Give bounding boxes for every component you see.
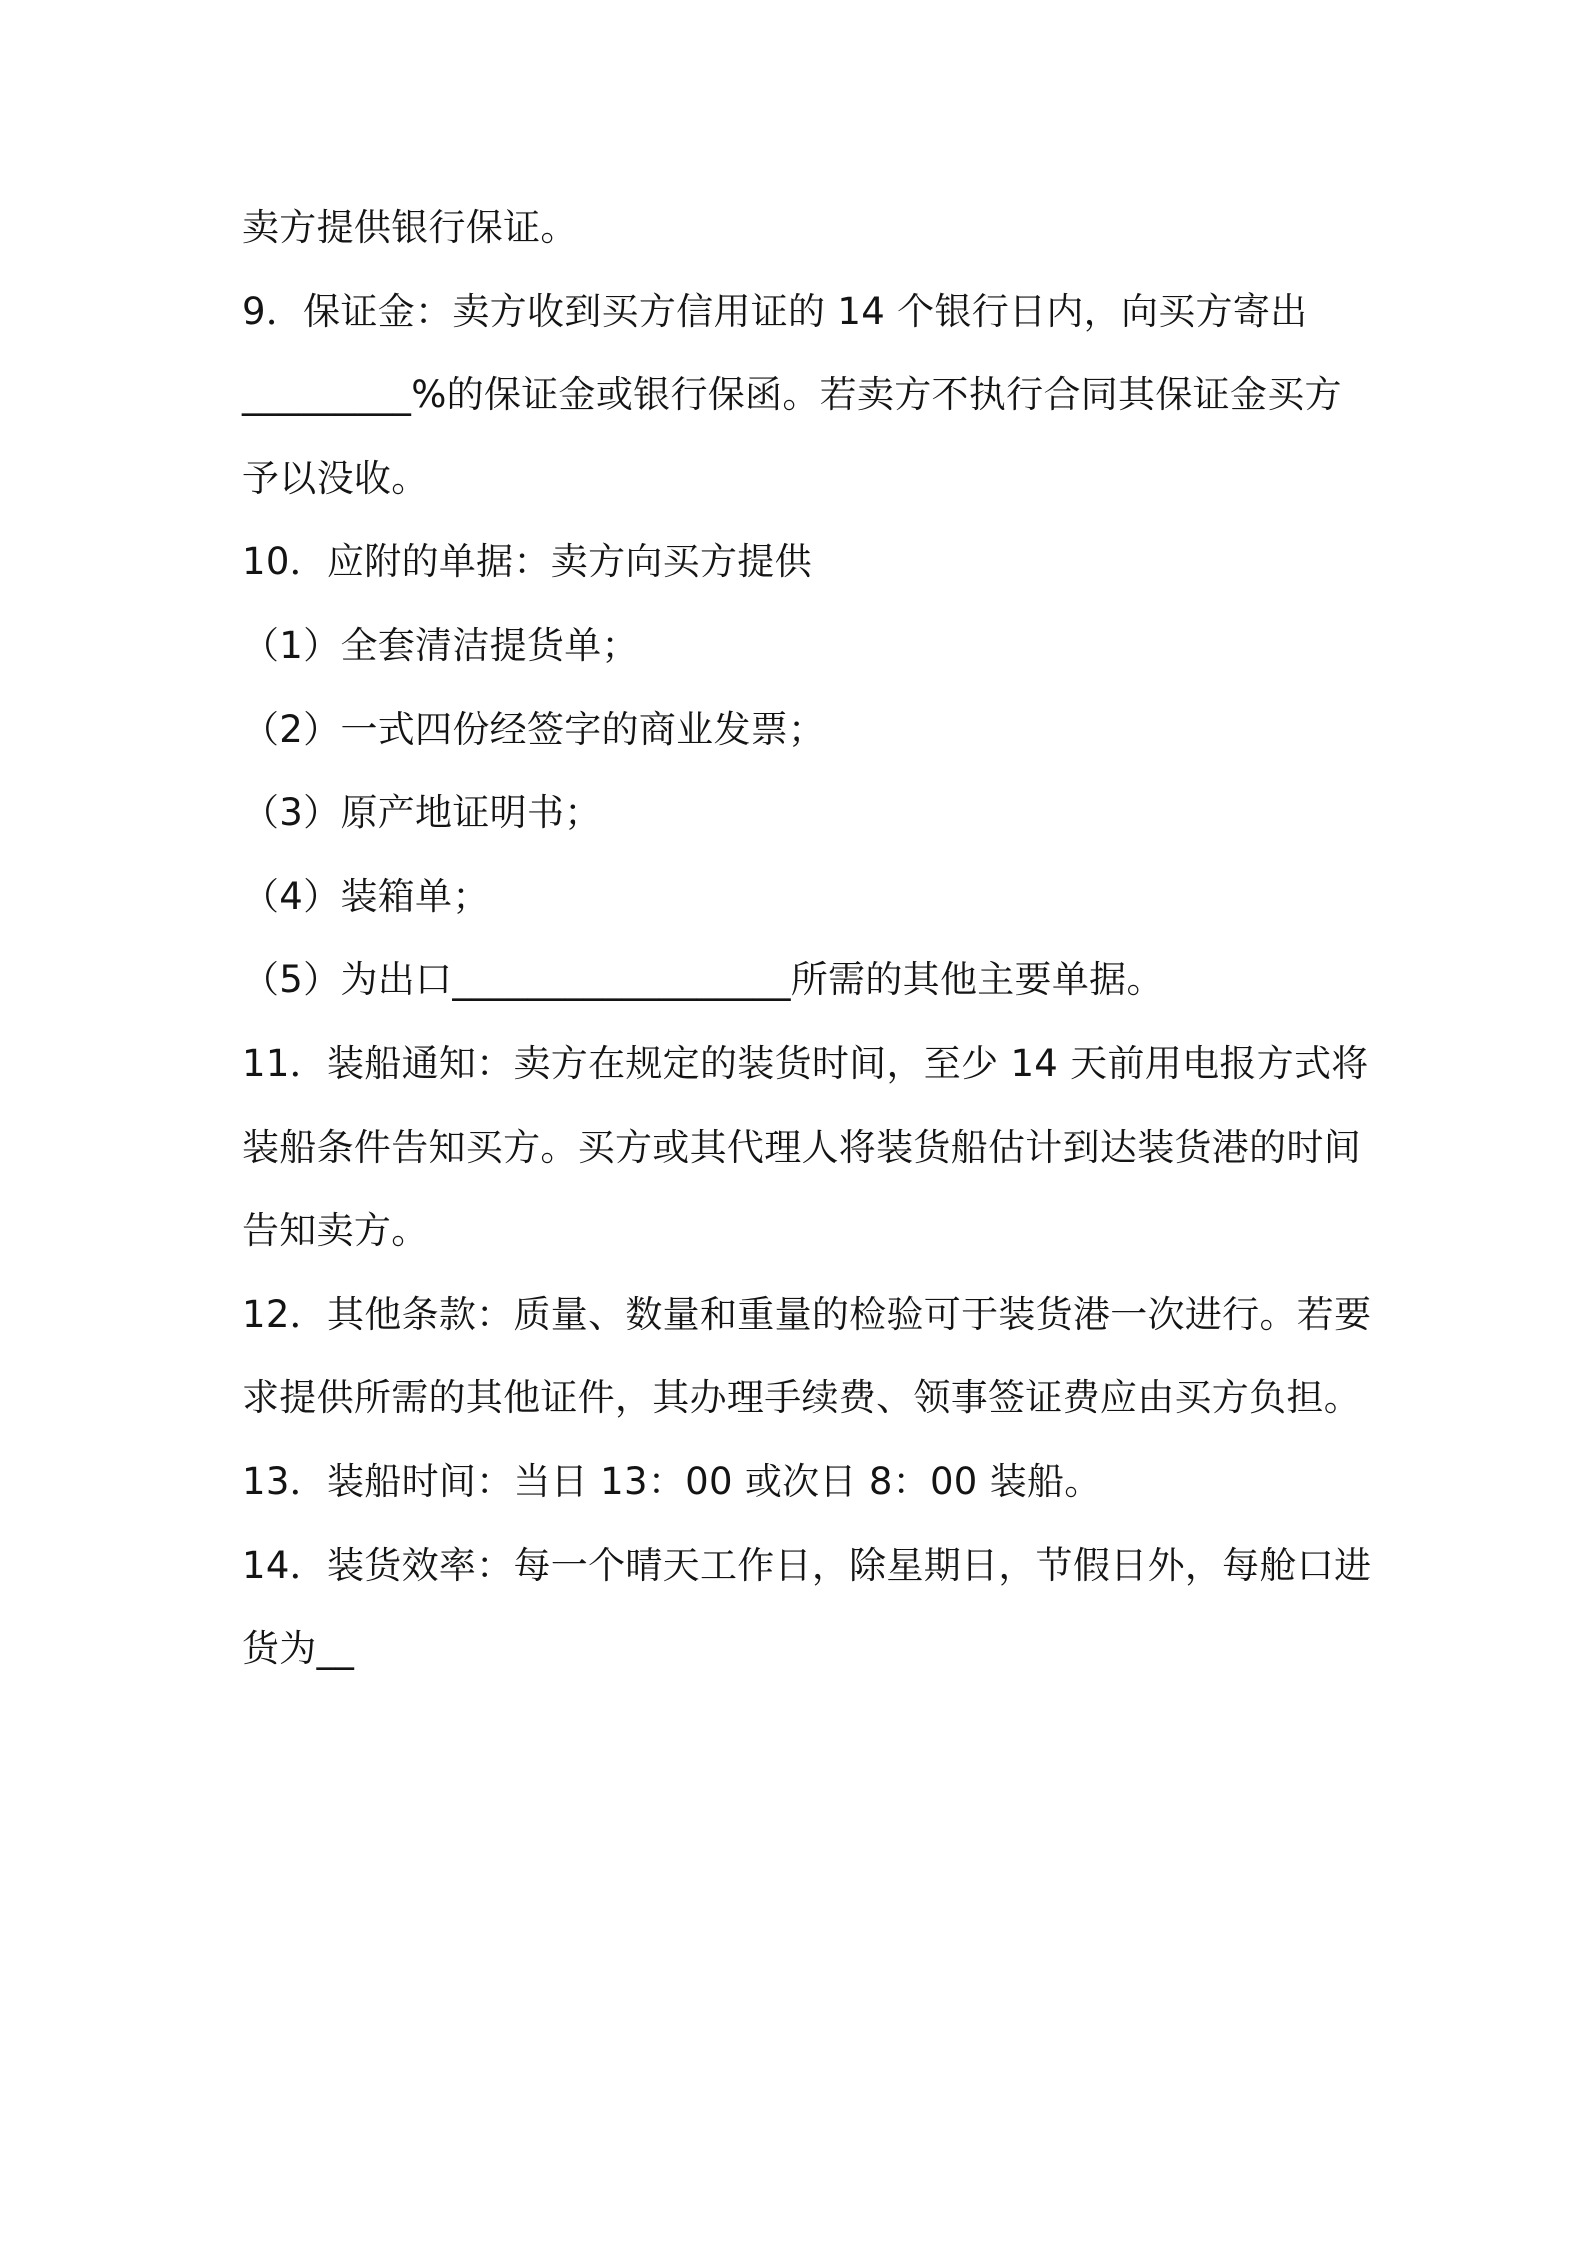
clause-9-line: 9．保证金：卖方收到买方信用证的 14 个银行日内，向买方寄出: [242, 289, 1308, 333]
list-item: （5）为出口__________________所需的其他主要单据。: [242, 958, 1164, 1002]
text-line: 卖方提供银行保证。: [242, 206, 578, 249]
text-line: 告知卖方。: [242, 1209, 429, 1253]
text-line: 货为__: [242, 1627, 355, 1671]
clause-12-line: 12．其他条款：质量、数量和重量的检验可于装货港一次进行。若要: [242, 1292, 1372, 1336]
text-line: 予以没收。: [242, 456, 429, 500]
list-item: （4）装箱单；: [242, 874, 490, 918]
text-line: 求提供所需的其他证件，其办理手续费、领事签证费应由买方负担。: [242, 1376, 1361, 1420]
list-item: （2）一式四份经签字的商业发票；: [242, 707, 826, 751]
list-item: （1）全套清洁提货单；: [242, 623, 639, 667]
list-item: （3）原产地证明书；: [242, 791, 602, 835]
text-line: _________%的保证金或银行保函。若卖方不执行合同其保证金买方: [242, 373, 1342, 417]
text-line: 装船条件告知买方。买方或其代理人将装货船估计到达装货港的时间: [242, 1125, 1361, 1169]
clause-10-line: 10．应附的单据：卖方向买方提供: [242, 540, 812, 584]
clause-14-line: 14．装货效率：每一个晴天工作日，除星期日，节假日外，每舱口进: [242, 1543, 1372, 1587]
clause-13-line: 13．装船时间：当日 13：00 或次日 8：00 装船。: [242, 1459, 1102, 1503]
clause-11-line: 11．装船通知：卖方在规定的装货时间，至少 14 天前用电报方式将: [242, 1041, 1369, 1085]
document-body: [242, 186, 1442, 1691]
